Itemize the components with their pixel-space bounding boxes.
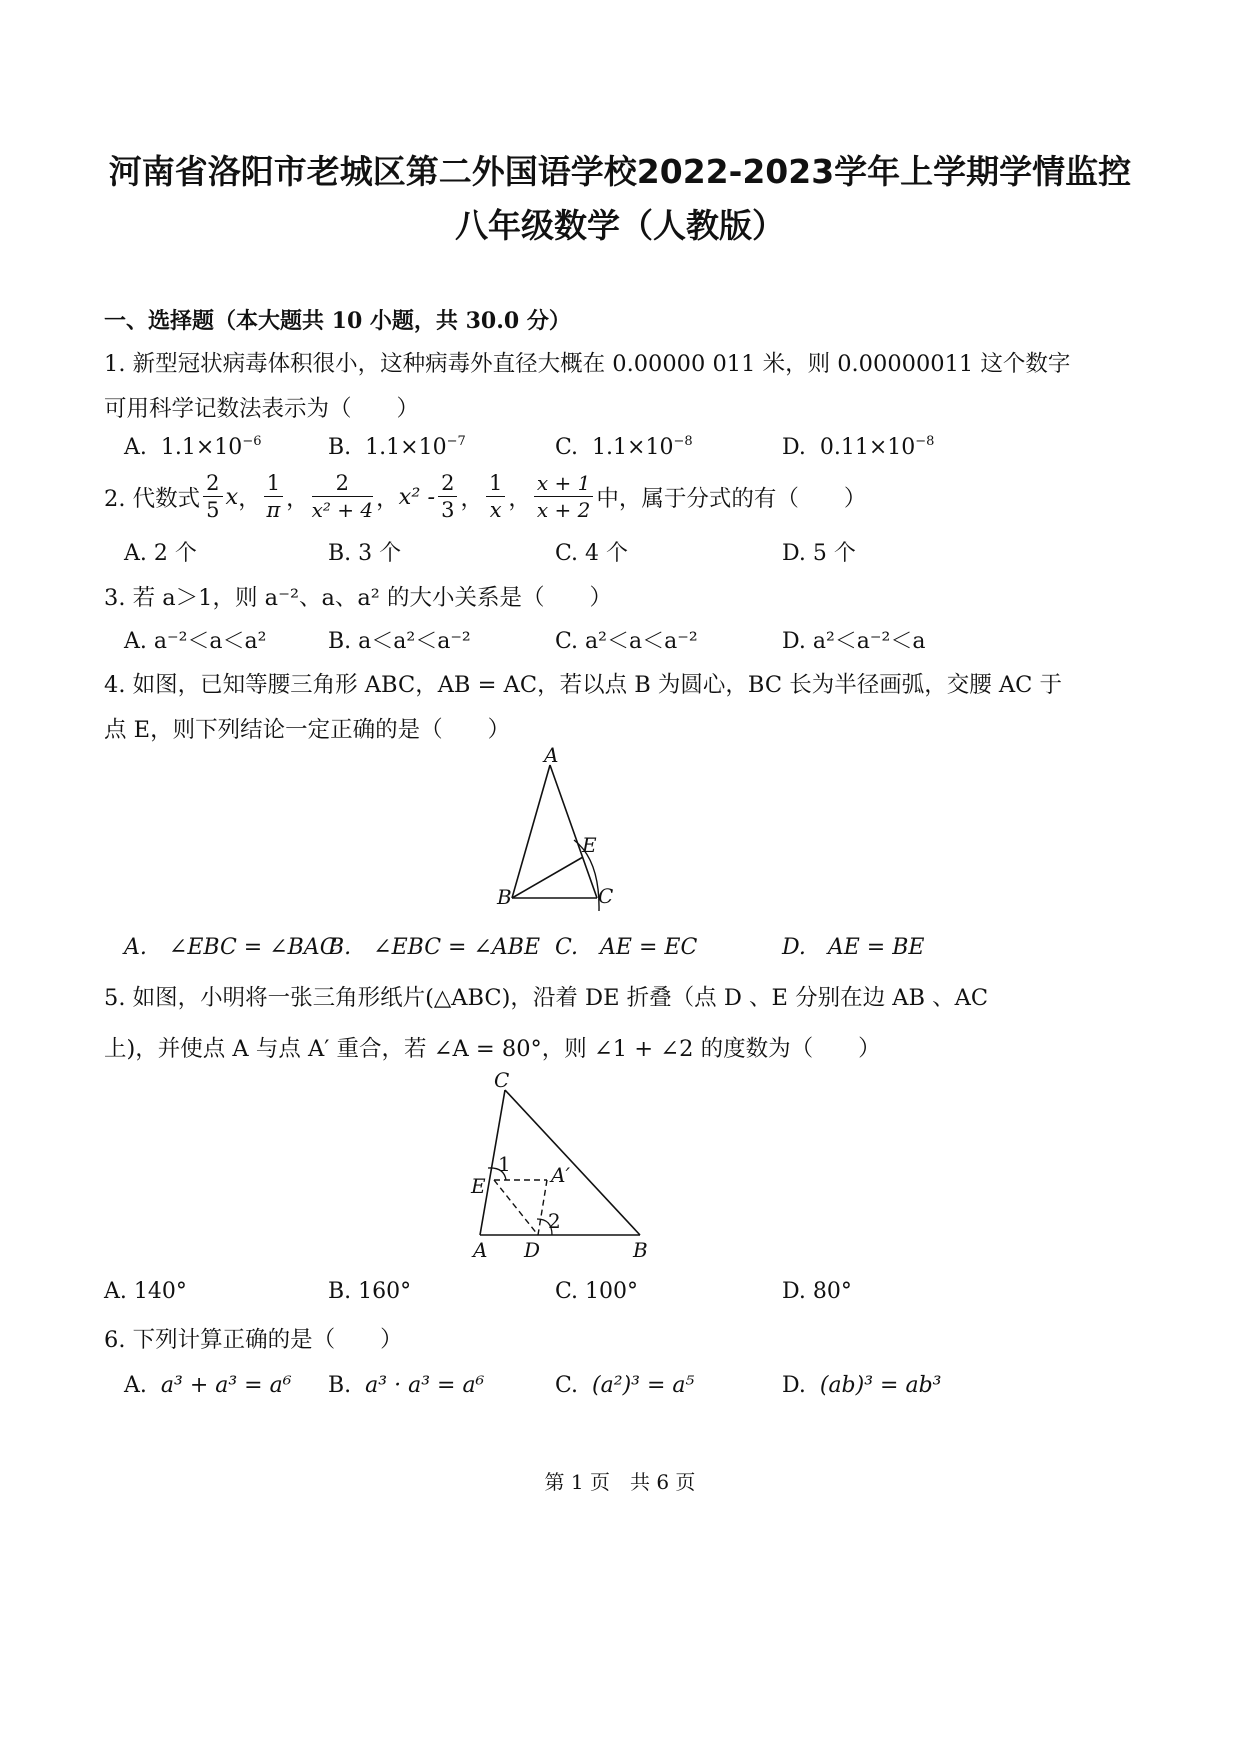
q2-fraction-4: $\frac{2}{3}$ [438,470,457,523]
q5-option-d: D. 80° [782,1279,852,1304]
q5-label-a: A [473,1238,488,1262]
section-heading: 一、选择题（本大题共 10 小题，共 30.0 分） [104,308,571,334]
q4-label-c: C [598,884,614,908]
q3-option-b: B. a＜a²＜a⁻² [328,629,471,654]
q4-option-a: A. ∠EBC = ∠BAC [124,935,337,960]
q3-option-c: C. a²＜a＜a⁻² [555,629,698,654]
q1-stem-line1: 1. 新型冠状病毒体积很小，这种病毒外直径大概在 0.00000 011 米，则 0.00000011 这个数字 [104,351,1071,377]
q5-stem-line2: 上)，并使点 A 与点 A′ 重合，若 ∠A = 80°，则 ∠1 + ∠2 的度数为（ ） [104,1036,881,1062]
q4-side-ac [550,765,597,898]
q1-option-c: C. $1.1\times 10^{-8}$ [555,434,693,460]
q4-label-b: B [497,885,512,909]
q6-option-d: D. (ab)³ = ab³ [782,1373,942,1398]
q4-triangle-figure [480,740,640,920]
q2-fraction-3: $\frac{2}{\text{x² + 4}}$ [311,471,374,522]
exam-title-line2: 八年级数学（人教版） [455,206,785,245]
q2-option-d: D. 5 个 [782,541,856,566]
q2-stem: 2. 代数式 $\frac{2}{5}$ x ， $\frac{1}{\pi}$ ， $\frac{2}{\text{x² + 4}}$ ， x² - $\frac{2}{3}$ ， $\frac{1}{x}$ ， $\frac{x + 1}{x + 2}$ 中，属于分式的有（ ） [104,471,867,522]
q6-option-c: C. (a²)³ = a⁵ [555,1373,695,1398]
q5-label-e: E [471,1174,486,1198]
q1-option-b: B. $1.1\times 10^{-7}$ [328,434,466,460]
q6-option-a: A. a³ + a³ = a⁶ [124,1373,292,1398]
q2-fraction-6: $\frac{x + 1}{x + 2}$ [534,470,593,523]
q5-label-angle2: 2 [548,1209,561,1233]
q2-option-c: C. 4 个 [555,541,629,566]
q5-label-c: C [494,1068,510,1092]
q1-option-d: D. $0.11\times 10^{-8}$ [782,434,935,460]
page-footer: 第 1 页 共 6 页 [544,1470,696,1494]
q2-fraction-5: $\frac{1}{x}$ [486,470,505,523]
q2-option-a: A. 2 个 [124,541,197,566]
q4-label-e: E [582,833,597,857]
q5-label-a-prime: A′ [551,1163,570,1187]
q6-stem: 6. 下列计算正确的是（ ） [104,1327,403,1353]
q5-label-b: B [633,1238,648,1262]
exam-title-line1: 河南省洛阳市老城区第二外国语学校2022-2023学年上学期学情监控 [108,152,1132,191]
q5-option-c: C. 100° [555,1279,639,1304]
q5-stem-line1: 5. 如图，小明将一张三角形纸片(△ABC)，沿着 DE 折叠（点 D 、E 分别在边 AB 、AC [104,985,989,1011]
q1-option-a: A. $1.1\times 10^{-6}$ [124,434,262,460]
q5-option-b: B. 160° [328,1279,412,1304]
q4-stem-line2: 点 E，则下列结论一定正确的是（ ） [104,717,511,743]
q5-option-a: A. 140° [104,1279,187,1304]
q3-option-d: D. a²＜a⁻²＜a [782,629,926,654]
q4-side-ab [512,765,550,898]
q5-fold-a-prime-d [538,1180,547,1235]
q6-option-b: B. a³ · a³ = a⁶ [328,1373,485,1398]
q4-label-a: A [544,743,559,767]
q5-label-angle1: 1 [498,1152,511,1176]
q2-option-b: B. 3 个 [328,541,402,566]
q5-label-d: D [524,1238,541,1262]
q4-option-b: B. ∠EBC = ∠ABE [328,935,541,960]
q1-stem-line2: 可用科学记数法表示为（ ） [104,396,420,422]
q4-option-d: D. AE = BE [782,935,925,960]
q4-stem-line1: 4. 如图，已知等腰三角形 ABC，AB = AC，若以点 B 为圆心，BC 长为半径画弧，交腰 AC 于 [104,672,1063,698]
q5-fold-ed [494,1180,538,1235]
q5-folded-triangle-figure [460,1065,660,1265]
q2-fraction-1: $\frac{2}{5}$ [203,470,222,523]
q2-fraction-2: $\frac{1}{\pi}$ [264,470,283,523]
q3-stem: 3. 若 a＞1，则 a⁻²、a、a² 的大小关系是（ ） [104,585,612,611]
q5-side-cb [505,1090,640,1235]
q4-option-c: C. AE = EC [555,935,698,960]
q3-option-a: A. a⁻²＜a＜a² [124,629,267,654]
